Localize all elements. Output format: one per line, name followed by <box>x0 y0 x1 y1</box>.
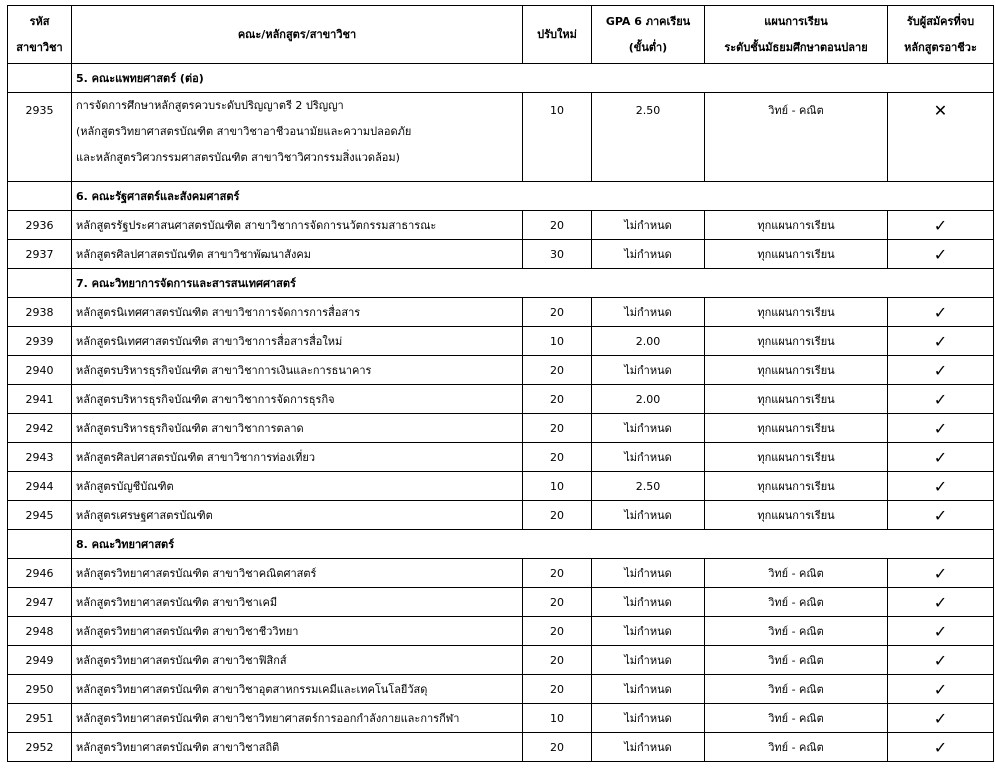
header-name: คณะ/หลักสูตร/สาขาวิชา <box>72 6 523 64</box>
program-code: 2950 <box>8 675 72 704</box>
program-name <box>72 414 523 443</box>
table-row <box>8 588 994 617</box>
header-gpa-line2: (ขั้นต่ำ) <box>628 40 668 54</box>
table-row <box>8 704 994 733</box>
check-icon: ✓ <box>888 327 994 356</box>
check-icon: ✓ <box>888 501 994 530</box>
study-plan: ทุกแผนการเรียน <box>705 211 888 240</box>
intake-count: 20 <box>523 414 592 443</box>
program-name <box>72 385 523 414</box>
intake-count: 20 <box>523 617 592 646</box>
program-name <box>72 646 523 675</box>
intake-count: 20 <box>523 559 592 588</box>
section-code-cell <box>8 269 72 298</box>
gpa-minimum: ไม่กำหนด <box>592 617 705 646</box>
intake-count: 30 <box>523 240 592 269</box>
header-vocational-line1: รับผู้สมัครที่จบ <box>906 14 975 28</box>
gpa-minimum: 2.50 <box>592 472 705 501</box>
program-code: 2938 <box>8 298 72 327</box>
study-plan: ทุกแผนการเรียน <box>705 385 888 414</box>
check-icon: ✓ <box>888 733 994 762</box>
table-row <box>8 646 994 675</box>
study-plan: ทุกแผนการเรียน <box>705 443 888 472</box>
program-name <box>72 501 523 530</box>
program-name-line: หลักสูตรศิลปศาสตรบัณฑิต สาขาวิชาพัฒนาสังคม <box>76 248 311 261</box>
table-row <box>8 93 994 182</box>
check-icon: ✓ <box>888 472 994 501</box>
intake-count: 10 <box>523 704 592 733</box>
gpa-minimum: ไม่กำหนด <box>592 414 705 443</box>
program-code: 2935 <box>8 93 72 182</box>
table-row <box>8 733 994 762</box>
table-header-row <box>8 6 994 64</box>
intake-count: 20 <box>523 675 592 704</box>
check-icon: ✓ <box>888 385 994 414</box>
program-name-line: หลักสูตรวิทยาศาสตรบัณฑิต สาขาวิชาชีววิทยา <box>76 625 299 638</box>
section-code-cell <box>8 64 72 93</box>
section-row <box>8 530 994 559</box>
check-icon: ✓ <box>888 617 994 646</box>
program-name <box>72 704 523 733</box>
program-code: 2936 <box>8 211 72 240</box>
study-plan: วิทย์ - คณิต <box>705 675 888 704</box>
header-plan <box>705 6 888 64</box>
admission-table <box>7 5 994 762</box>
program-name <box>72 240 523 269</box>
program-code: 2937 <box>8 240 72 269</box>
section-code-cell <box>8 182 72 211</box>
program-name-line: หลักสูตรบริหารธุรกิจบัณฑิต สาขาวิชาการตลาด <box>76 422 304 435</box>
header-code <box>8 6 72 64</box>
program-code: 2940 <box>8 356 72 385</box>
table-row <box>8 675 994 704</box>
program-code: 2952 <box>8 733 72 762</box>
program-name <box>72 93 523 182</box>
intake-count: 20 <box>523 733 592 762</box>
intake-count: 10 <box>523 472 592 501</box>
program-code: 2943 <box>8 443 72 472</box>
gpa-minimum: 2.00 <box>592 385 705 414</box>
program-name <box>72 443 523 472</box>
program-name-line: และหลักสูตรวิศวกรรมศาสตรบัณฑิต สาขาวิชาวิศวกรรมสิ่งแวดล้อม) <box>76 151 400 164</box>
check-icon: ✓ <box>888 704 994 733</box>
table-row <box>8 414 994 443</box>
program-name <box>72 588 523 617</box>
program-name-line: หลักสูตรวิทยาศาสตรบัณฑิต สาขาวิชาอุตสาหกรรมเคมีและเทคโนโลยีวัสดุ <box>76 683 428 696</box>
program-code: 2945 <box>8 501 72 530</box>
program-code: 2949 <box>8 646 72 675</box>
intake-count: 20 <box>523 211 592 240</box>
gpa-minimum: ไม่กำหนด <box>592 559 705 588</box>
intake-count: 20 <box>523 298 592 327</box>
program-name-line: หลักสูตรบริหารธุรกิจบัณฑิต สาขาวิชาการจัดการธุรกิจ <box>76 393 335 406</box>
intake-count: 20 <box>523 588 592 617</box>
table-row <box>8 472 994 501</box>
check-icon: ✓ <box>888 211 994 240</box>
check-icon: ✓ <box>888 240 994 269</box>
section-title: 8. คณะวิทยาศาสตร์ <box>72 530 994 559</box>
intake-count: 20 <box>523 443 592 472</box>
header-gpa-line1: GPA 6 ภาคเรียน <box>605 14 691 28</box>
section-row <box>8 182 994 211</box>
table-row <box>8 356 994 385</box>
table-row <box>8 501 994 530</box>
cross-icon: ✕ <box>888 93 994 182</box>
study-plan: ทุกแผนการเรียน <box>705 240 888 269</box>
program-name <box>72 675 523 704</box>
program-name-line: หลักสูตรวิทยาศาสตรบัณฑิต สาขาวิชาเคมี <box>76 596 278 609</box>
program-code: 2939 <box>8 327 72 356</box>
program-name-line: หลักสูตรวิทยาศาสตรบัณฑิต สาขาวิชาวิทยาศาสตร์การออกกำลังกายและการกีฬา <box>76 712 460 725</box>
gpa-minimum: 2.50 <box>592 93 705 182</box>
program-code: 2948 <box>8 617 72 646</box>
table-row <box>8 559 994 588</box>
gpa-minimum: ไม่กำหนด <box>592 501 705 530</box>
section-title: 6. คณะรัฐศาสตร์และสังคมศาสตร์ <box>72 182 994 211</box>
gpa-minimum: ไม่กำหนด <box>592 211 705 240</box>
check-icon: ✓ <box>888 559 994 588</box>
program-name-line: หลักสูตรบริหารธุรกิจบัณฑิต สาขาวิชาการเงินและการธนาคาร <box>76 364 372 377</box>
table-row <box>8 211 994 240</box>
program-name-line: (หลักสูตรวิทยาศาสตรบัณฑิต สาขาวิชาอาชีวอนามัยและความปลอดภัย <box>76 125 412 138</box>
study-plan: วิทย์ - คณิต <box>705 93 888 182</box>
gpa-minimum: ไม่กำหนด <box>592 298 705 327</box>
study-plan: ทุกแผนการเรียน <box>705 501 888 530</box>
study-plan: วิทย์ - คณิต <box>705 704 888 733</box>
study-plan: ทุกแผนการเรียน <box>705 356 888 385</box>
intake-count: 20 <box>523 356 592 385</box>
program-name-line: หลักสูตรนิเทศศาสตรบัณฑิต สาขาวิชาการจัดการการสื่อสาร <box>76 306 361 319</box>
section-row <box>8 269 994 298</box>
header-gpa <box>592 6 705 64</box>
gpa-minimum: ไม่กำหนด <box>592 356 705 385</box>
study-plan: วิทย์ - คณิต <box>705 559 888 588</box>
gpa-minimum: 2.00 <box>592 327 705 356</box>
gpa-minimum: ไม่กำหนด <box>592 646 705 675</box>
gpa-minimum: ไม่กำหนด <box>592 733 705 762</box>
header-plan-line1: แผนการเรียน <box>764 14 828 28</box>
check-icon: ✓ <box>888 414 994 443</box>
program-code: 2951 <box>8 704 72 733</box>
program-code: 2941 <box>8 385 72 414</box>
check-icon: ✓ <box>888 646 994 675</box>
study-plan: วิทย์ - คณิต <box>705 617 888 646</box>
program-name-line: หลักสูตรนิเทศศาสตรบัณฑิต สาขาวิชาการสื่อสารสื่อใหม่ <box>76 335 343 348</box>
check-icon: ✓ <box>888 675 994 704</box>
intake-count: 20 <box>523 646 592 675</box>
table-row <box>8 443 994 472</box>
table-row <box>8 385 994 414</box>
gpa-minimum: ไม่กำหนด <box>592 443 705 472</box>
header-vocational <box>888 6 994 64</box>
check-icon: ✓ <box>888 443 994 472</box>
check-icon: ✓ <box>888 298 994 327</box>
study-plan: วิทย์ - คณิต <box>705 646 888 675</box>
study-plan: ทุกแผนการเรียน <box>705 472 888 501</box>
study-plan: วิทย์ - คณิต <box>705 588 888 617</box>
intake-count: 10 <box>523 327 592 356</box>
program-name <box>72 733 523 762</box>
gpa-minimum: ไม่กำหนด <box>592 588 705 617</box>
gpa-minimum: ไม่กำหนด <box>592 675 705 704</box>
table-row <box>8 298 994 327</box>
gpa-minimum: ไม่กำหนด <box>592 704 705 733</box>
check-icon: ✓ <box>888 356 994 385</box>
program-name-line: หลักสูตรวิทยาศาสตรบัณฑิต สาขาวิชาสถิติ <box>76 741 280 754</box>
table-row <box>8 240 994 269</box>
program-name-line: หลักสูตรบัญชีบัณฑิต <box>76 480 174 493</box>
program-code: 2947 <box>8 588 72 617</box>
program-name-line: หลักสูตรรัฐประศาสนศาสตรบัณฑิต สาขาวิชาการจัดการนวัตกรรมสาธารณะ <box>76 219 437 232</box>
program-code: 2944 <box>8 472 72 501</box>
study-plan: ทุกแผนการเรียน <box>705 414 888 443</box>
gpa-minimum: ไม่กำหนด <box>592 240 705 269</box>
program-name-line: หลักสูตรวิทยาศาสตรบัณฑิต สาขาวิชาฟิสิกส์ <box>76 654 287 667</box>
program-name-line: หลักสูตรเศรษฐศาสตรบัณฑิต <box>76 509 213 522</box>
header-vocational-line2: หลักสูตรอาชีวะ <box>904 40 977 54</box>
header-code-line1: รหัส <box>29 14 50 28</box>
intake-count: 20 <box>523 385 592 414</box>
program-name-line: หลักสูตรวิทยาศาสตรบัณฑิต สาขาวิชาคณิตศาสตร์ <box>76 567 317 580</box>
study-plan: ทุกแผนการเรียน <box>705 298 888 327</box>
table-row <box>8 327 994 356</box>
program-name <box>72 559 523 588</box>
table-row <box>8 617 994 646</box>
table-body <box>8 64 994 762</box>
program-name-line: การจัดการศึกษาหลักสูตรควบระดับปริญญาตรี 2 ปริญญา <box>76 99 344 112</box>
study-plan: วิทย์ - คณิต <box>705 733 888 762</box>
header-code-line2: สาขาวิชา <box>16 40 63 54</box>
program-name <box>72 356 523 385</box>
program-name <box>72 617 523 646</box>
intake-count: 10 <box>523 93 592 182</box>
section-row <box>8 64 994 93</box>
header-new-intake: ปรับใหม่ <box>523 6 592 64</box>
program-code: 2942 <box>8 414 72 443</box>
program-code: 2946 <box>8 559 72 588</box>
section-title: 7. คณะวิทยาการจัดการและสารสนเทศศาสตร์ <box>72 269 994 298</box>
program-name <box>72 211 523 240</box>
program-name-line: หลักสูตรศิลปศาสตรบัณฑิต สาขาวิชาการท่องเที่ยว <box>76 451 316 464</box>
program-name <box>72 327 523 356</box>
program-name <box>72 472 523 501</box>
section-code-cell <box>8 530 72 559</box>
section-title: 5. คณะแพทยศาสตร์ (ต่อ) <box>72 64 994 93</box>
header-plan-line2: ระดับชั้นมัธยมศึกษาตอนปลาย <box>724 40 868 54</box>
check-icon: ✓ <box>888 588 994 617</box>
study-plan: ทุกแผนการเรียน <box>705 327 888 356</box>
program-name <box>72 298 523 327</box>
intake-count: 20 <box>523 501 592 530</box>
